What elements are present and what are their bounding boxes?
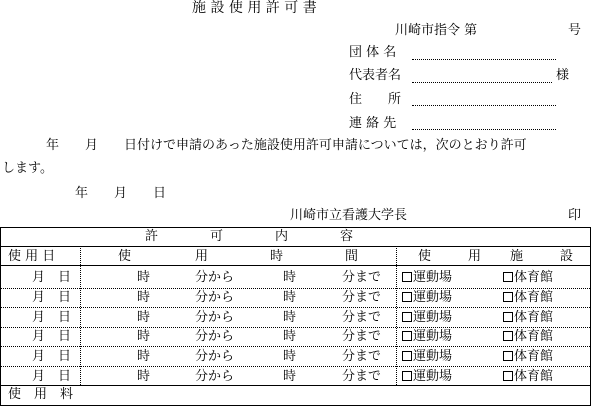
- facility-option-2: [503, 269, 553, 286]
- table-top-border: [0, 227, 590, 228]
- facility-label: 体育館: [514, 270, 554, 285]
- col-header-date: 使 用 日: [8, 249, 56, 264]
- row-to-min: 分まで: [342, 329, 382, 344]
- row-to-hour: 時: [283, 290, 297, 305]
- facility-label: 体育館: [514, 329, 554, 344]
- facility-label: 体育館: [514, 369, 554, 384]
- row-to-min: 分まで: [342, 290, 382, 305]
- facility-option-1: [402, 328, 452, 345]
- facility-option-2: [503, 368, 553, 385]
- checkbox-icon[interactable]: [503, 272, 513, 282]
- issue-date: 年 月 日: [75, 186, 167, 201]
- col-header-time-4: 間: [345, 249, 359, 264]
- facility-option-1: [402, 269, 452, 286]
- row-from-min: 分から: [195, 329, 235, 344]
- checkbox-icon[interactable]: [402, 292, 412, 302]
- row-to-min: 分まで: [342, 349, 382, 364]
- facility-label: 運動場: [413, 290, 453, 305]
- checkbox-icon[interactable]: [503, 371, 513, 381]
- checkbox-icon[interactable]: [402, 371, 412, 381]
- row-date: 月 日: [32, 329, 72, 344]
- checkbox-icon[interactable]: [402, 272, 412, 282]
- row-from-min: 分から: [195, 270, 235, 285]
- row-date: 月 日: [32, 270, 72, 285]
- checkbox-icon[interactable]: [402, 331, 412, 341]
- row-from-hour: 時: [137, 310, 151, 325]
- facility-label: 体育館: [514, 349, 554, 364]
- checkbox-icon[interactable]: [503, 292, 513, 302]
- issuer-seal: 印: [568, 208, 582, 223]
- table-row: [0, 367, 590, 386]
- table-right-border: [590, 227, 591, 406]
- checkbox-icon[interactable]: [503, 312, 513, 322]
- row-to-min: 分まで: [342, 270, 382, 285]
- row-from-hour: 時: [137, 270, 151, 285]
- table-row: [0, 268, 590, 287]
- col-header-facility-4: 設: [560, 249, 574, 264]
- facility-label: 運動場: [413, 329, 453, 344]
- row-date: 月 日: [32, 290, 72, 305]
- facility-option-2: [503, 348, 553, 365]
- col-header-facility-1: 使: [418, 249, 432, 264]
- row-from-min: 分から: [195, 349, 235, 364]
- row-to-min: 分まで: [342, 369, 382, 384]
- paragraph-line-1: 年 月 日付けで申請のあった施設使用許可申請については，次のとおり許可: [46, 138, 527, 153]
- row-from-hour: 時: [137, 349, 151, 364]
- table-row: [0, 308, 590, 327]
- org-name-label: 団 体 名: [349, 45, 397, 60]
- issuer-name: 川崎市立看護大学長: [290, 208, 408, 223]
- checkbox-icon[interactable]: [503, 351, 513, 361]
- row-to-hour: 時: [283, 369, 297, 384]
- fee-label: 使 用 料: [8, 387, 74, 402]
- row-from-hour: 時: [137, 290, 151, 305]
- checkbox-icon[interactable]: [402, 312, 412, 322]
- facility-label: 体育館: [514, 290, 554, 305]
- directive-number-prefix: 川崎市指令 第: [395, 23, 478, 38]
- checkbox-icon[interactable]: [402, 351, 412, 361]
- facility-label: 体育館: [514, 310, 554, 325]
- facility-label: 運動場: [413, 349, 453, 364]
- row-to-min: 分まで: [342, 310, 382, 325]
- col-header-time-2: 用: [195, 249, 209, 264]
- document-title: 施 設 使 用 許 可 書: [192, 0, 317, 16]
- table-row: [0, 347, 590, 366]
- representative-label: 代表者名: [349, 68, 402, 83]
- row-date: 月 日: [32, 349, 72, 364]
- table-row: [0, 327, 590, 346]
- facility-label: 運動場: [413, 310, 453, 325]
- col-header-time-1: 使: [118, 249, 132, 264]
- row-from-min: 分から: [195, 310, 235, 325]
- col-header-facility-2: 用: [468, 249, 482, 264]
- row-from-hour: 時: [137, 369, 151, 384]
- facility-option-2: [503, 289, 553, 306]
- directive-number-suffix: 号: [568, 23, 582, 38]
- table-header-divider: [0, 246, 590, 247]
- row-to-hour: 時: [283, 310, 297, 325]
- facility-label: 運動場: [413, 369, 453, 384]
- table-row: [0, 288, 590, 307]
- row-date: 月 日: [32, 310, 72, 325]
- col-header-time-3: 時: [270, 249, 284, 264]
- table-title: 許 可 内 容: [145, 229, 354, 244]
- address-label: 住 所: [349, 92, 402, 107]
- row-date: 月 日: [32, 369, 72, 384]
- facility-option-2: [503, 309, 553, 326]
- facility-option-1: [402, 348, 452, 365]
- row-from-min: 分から: [195, 369, 235, 384]
- facility-option-1: [402, 289, 452, 306]
- row-to-hour: 時: [283, 270, 297, 285]
- facility-option-1: [402, 309, 452, 326]
- facility-option-1: [402, 368, 452, 385]
- checkbox-icon[interactable]: [503, 331, 513, 341]
- table-bottom-border: [0, 405, 590, 406]
- row-to-hour: 時: [283, 329, 297, 344]
- facility-label: 運動場: [413, 270, 453, 285]
- row-from-min: 分から: [195, 290, 235, 305]
- col-header-facility-3: 施: [510, 249, 524, 264]
- honorific-sama: 様: [556, 68, 570, 83]
- table-colhead-divider: [0, 265, 590, 266]
- row-to-hour: 時: [283, 349, 297, 364]
- paragraph-line-2: します。: [2, 161, 53, 176]
- contact-label: 連 絡 先: [349, 116, 397, 131]
- facility-option-2: [503, 328, 553, 345]
- row-from-hour: 時: [137, 329, 151, 344]
